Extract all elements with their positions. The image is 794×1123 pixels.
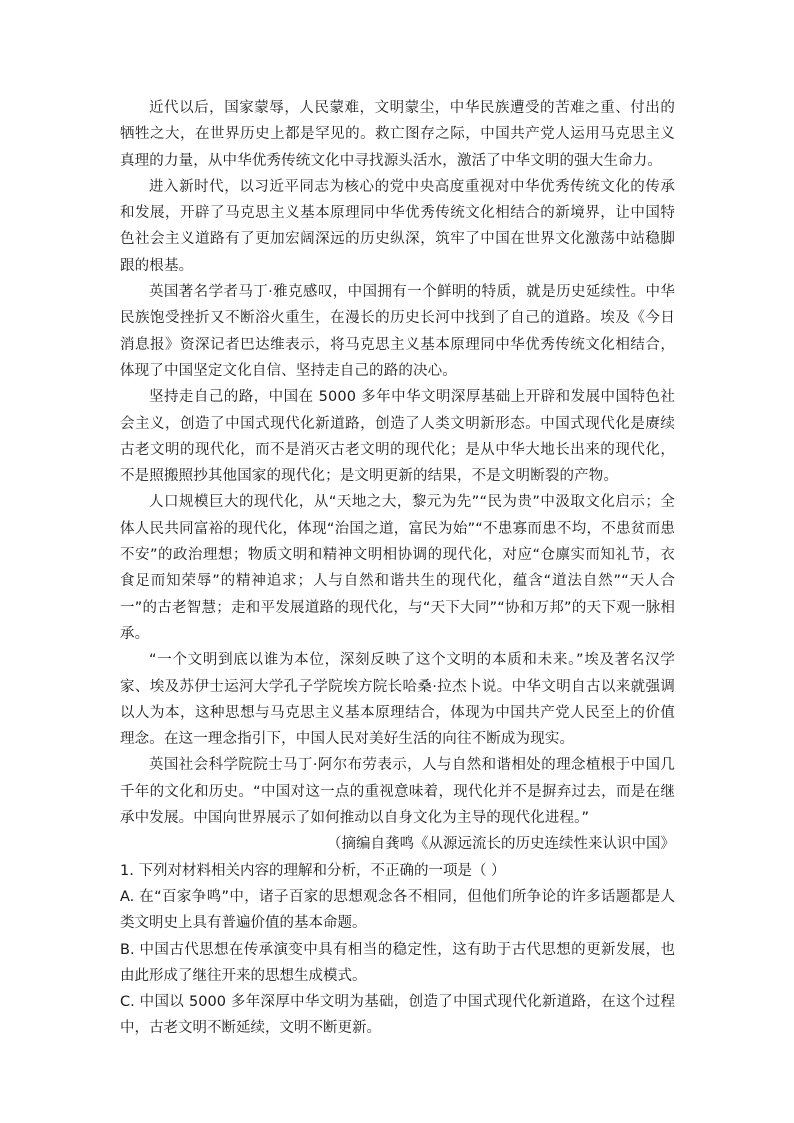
article-paragraph-1: 近代以后，国家蒙辱，人民蒙难，文明蒙尘，中华民族遭受的苦难之重、付出的牺牲之大，在世界历史上都是罕见的。救亡图存之际，中国共产党人运用马克思主义真理的力量，从中华优秀传统文化中寻找源头活水，激活了中华文明的强大生命力。 bbox=[120, 100, 675, 169]
question-option-b: B. 中国古代思想在传承演变中具有相当的稳定性，这有助于古代思想的更新发展，也由此形成了继往开来的思想生成模式。 bbox=[120, 941, 675, 984]
article-paragraph-7: 英国社会科学院院士马丁·阿尔布劳表示，人与自然和谐相处的理念植根于中国几千年的文化和历史。“中国对这一点的重视意味着，现代化并不是摒弃过去，而是在继承中发展。中国向世界展示了如何推动以自身文化为主导的现代化进程。” bbox=[120, 757, 675, 827]
article-paragraph-5: 人口规模巨大的现代化，从“天地之大，黎元为先”“民为贵”中汲取文化启示；全体人民共同富裕的现代化，体现“治国之道，富民为始”“不患寡而患不均，不患贫而患不安”的政治理想；物质文明和精神文明相协调的现代化，对应“仓廪实而知礼节，衣食足而知荣辱”的精神追求；人与自然和谐共生的现代化，蕴含“道法自然”“天人合一”的古老智慧；走和平发展道路的现代化，与“天下大同”“协和万邦”的天下观一脉相承。 bbox=[120, 494, 675, 642]
question-option-c: C. 中国以 5000 多年深厚中华文明为基础，创造了中国式现代化新道路，在这个过程中，古老文明不断延续，文明不断更新。 bbox=[120, 994, 675, 1037]
article-paragraph-3: 英国著名学者马丁·雅克感叹，中国拥有一个鲜明的特质，就是历史延续性。中华民族饱受挫折又不断浴火重生，在漫长的历史长河中找到了自己的道路。埃及《今日消息报》资深记者巴达维表示，将马克思主义基本原理同中华优秀传统文化相结合，体现了中国坚定文化自信、坚持走自己的路的决心。 bbox=[120, 284, 675, 379]
article-paragraph-4: 坚持走自己的路，中国在 5000 多年中华文明深厚基础上开辟和发展中国特色社会主义，创造了中国式现代化新道路，创造了人类文明新形态。中国式现代化是赓续古老文明的现代化，而不是消灭古老文明的现代化；是从中华大地长出来的现代化，不是照搬照抄其他国家的现代化；是文明更新的结果，不是文明断裂的产物。 bbox=[120, 389, 675, 485]
question-stem: 1. 下列对材料相关内容的理解和分析，不正确的一项是（ ） bbox=[120, 862, 506, 879]
question-option-a: A. 在“百家争鸣”中，诸子百家的思想观念各不相同，但他们所争论的许多话题都是人类文明史上具有普遍价值的基本命题。 bbox=[120, 888, 675, 932]
article-paragraph-6: “一个文明到底以谁为本位，深刻反映了这个文明的本质和未来。”埃及著名汉学家、埃及苏伊士运河大学孔子学院埃方院长哈桑·拉杰卜说。中华文明自古以来就强调以人为本，这种思想与马克思主义基本原理结合，体现为中国共产党人民至上的价值理念。在这一理念指引下，中国人民对美好生活的向往不断成为现实。 bbox=[120, 652, 675, 748]
document-page bbox=[120, 95, 675, 1042]
article-source: （摘编自龚鸣《从源远流长的历史连续性来认识中国》 bbox=[327, 836, 675, 853]
article-paragraph-2: 进入新时代，以习近平同志为核心的党中央高度重视对中华优秀传统文化的传承和发展，开辟了马克思主义基本原理同中华优秀传统文化相结合的新境界，让中国特色社会主义道路有了更加宏阔深远的历史纵深，筑牢了中国在世界文化激荡中站稳脚跟的根基。 bbox=[120, 178, 675, 274]
